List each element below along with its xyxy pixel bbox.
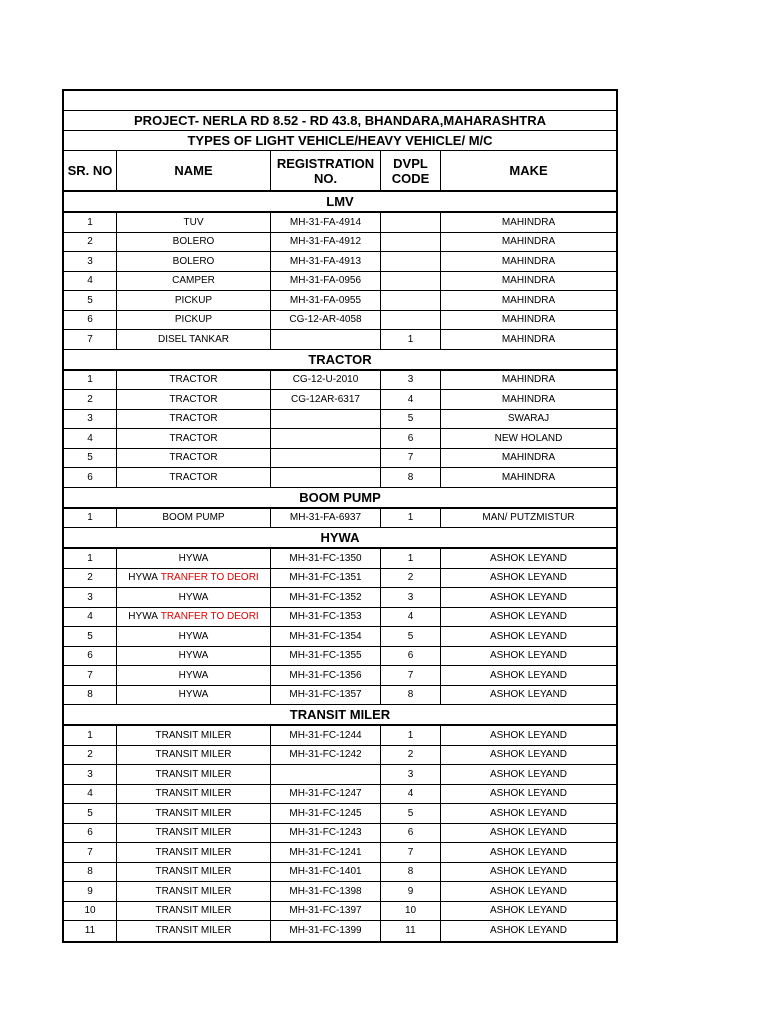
name-cell [117,785,271,804]
name-cell [117,921,271,941]
registration-cell: CG-12-AR-4058 [271,311,381,330]
table-row [64,921,616,941]
registration-cell [271,468,381,487]
header-name: NAME [117,151,271,190]
sr-no-cell: 4 [64,785,117,804]
registration-cell: CG-12-U-2010 [271,371,381,390]
table-row [64,666,616,686]
section-title: TRACTOR [308,351,372,367]
vehicle-name: TRACTOR [169,432,218,444]
dvpl-code-cell: 8 [381,686,441,705]
vehicle-name: DISEL TANKAR [158,333,229,345]
registration-cell: MH-31-FC-1401 [271,863,381,882]
vehicle-name: BOLERO [172,236,215,248]
sr-no-cell: 7 [64,843,117,862]
dvpl-code-cell: 8 [381,468,441,487]
name-cell [117,765,271,784]
make-cell: MAHINDRA [501,374,556,386]
transfer-note: TRANFER TO DEORI [160,611,259,623]
name-cell [117,746,271,765]
vehicle-name: HYWA [128,572,158,584]
vehicle-name: TRACTOR [169,374,218,386]
sr-no-cell: 4 [64,272,117,291]
vehicle-name: TRANSIT MILER [155,807,232,819]
table-row [64,291,616,311]
vehicle-name: TRANSIT MILER [155,729,232,741]
make-cell: ASHOK LEYAND [489,846,568,858]
table-row [64,569,616,589]
table-row [64,311,616,331]
name-cell [117,804,271,823]
make-cell: MAHINDRA [501,255,556,267]
make-cell: ASHOK LEYAND [489,768,568,780]
table-row [64,233,616,253]
section-title: HYWA [320,530,360,545]
make-cell: MAHINDRA [501,294,556,306]
table-row [64,272,616,292]
registration-cell: MH-31-FC-1354 [271,627,381,646]
make-cell: MAHINDRA [501,393,556,405]
dvpl-code-cell: 2 [381,746,441,765]
sr-no-cell: 4 [64,429,117,448]
section-header-row [64,528,616,549]
sr-no-cell: 5 [64,291,117,310]
sr-no-cell: 2 [64,390,117,409]
sr-no-cell: 4 [64,608,117,627]
dvpl-code-cell [381,311,441,330]
vehicle-name: PICKUP [174,314,213,326]
table-row [64,390,616,410]
registration-cell: MH-31-FC-1245 [271,804,381,823]
table-row [64,882,616,902]
section-header-row [64,705,616,726]
vehicle-name: HYWA [178,591,209,603]
make-cell: MAN/ PUTZMISTUR [482,512,575,524]
subtitle-row [64,131,616,151]
table-subtitle: TYPES OF LIGHT VEHICLE/HEAVY VEHICLE/ M/C [187,133,493,148]
make-cell: ASHOK LEYAND [489,630,568,642]
table-row [64,509,616,529]
sr-no-cell: 3 [64,410,117,429]
table-row [64,843,616,863]
dvpl-code-cell: 1 [381,549,441,568]
make-cell: MAHINDRA [501,236,556,248]
make-cell: ASHOK LEYAND [489,689,568,701]
table-row [64,252,616,272]
name-cell [117,686,271,705]
vehicle-name: TRANSIT MILER [155,866,232,878]
table-row [64,863,616,883]
sr-no-cell: 2 [64,746,117,765]
make-cell: ASHOK LEYAND [489,925,568,937]
table-row [64,549,616,569]
dvpl-code-cell: 7 [381,449,441,468]
registration-cell: MH-31-FC-1243 [271,824,381,843]
table-row [64,647,616,667]
name-cell [117,410,271,429]
name-cell [117,588,271,607]
dvpl-code-cell: 8 [381,863,441,882]
name-cell [117,549,271,568]
sr-no-cell: 2 [64,569,117,588]
sr-no-cell: 9 [64,882,117,901]
vehicle-name: HYWA [178,630,209,642]
vehicle-name: HYWA [178,689,209,701]
table-row [64,608,616,628]
dvpl-code-cell: 5 [381,410,441,429]
table-row [64,824,616,844]
dvpl-code-cell [381,233,441,252]
sr-no-cell: 3 [64,765,117,784]
table-row [64,410,616,430]
blank-cell [64,91,616,110]
title-row [64,111,616,131]
dvpl-code-cell: 9 [381,882,441,901]
dvpl-code-cell: 2 [381,569,441,588]
section-header-row [64,350,616,371]
name-cell [117,291,271,310]
make-cell: ASHOK LEYAND [489,591,568,603]
name-cell [117,863,271,882]
name-cell [117,647,271,666]
vehicle-name: HYWA [128,611,158,623]
make-cell: MAHINDRA [501,216,556,228]
table-row [64,765,616,785]
table-row [64,449,616,469]
make-cell: ASHOK LEYAND [489,572,568,584]
dvpl-code-cell: 6 [381,647,441,666]
name-cell [117,882,271,901]
dvpl-code-cell [381,252,441,271]
vehicle-name: HYWA [178,650,209,662]
make-cell: ASHOK LEYAND [489,827,568,839]
sr-no-cell: 1 [64,726,117,745]
make-cell: ASHOK LEYAND [489,749,568,761]
vehicle-name: TRANSIT MILER [155,768,232,780]
registration-cell [271,330,381,349]
registration-cell: MH-31-FA-4914 [271,213,381,232]
sr-no-cell: 5 [64,449,117,468]
registration-cell: MH-31-FA-4913 [271,252,381,271]
dvpl-code-cell: 4 [381,785,441,804]
sr-no-cell: 1 [64,549,117,568]
make-cell: ASHOK LEYAND [489,885,568,897]
vehicle-name: TUV [183,216,204,228]
make-cell: ASHOK LEYAND [489,650,568,662]
dvpl-code-cell: 1 [381,726,441,745]
make-cell: SWARAJ [507,413,550,425]
vehicle-name: TRANSIT MILER [155,925,232,937]
registration-cell: MH-31-FC-1241 [271,843,381,862]
vehicle-name: TRACTOR [169,452,218,464]
name-cell [117,233,271,252]
sr-no-cell: 11 [64,921,117,941]
section-title: BOOM PUMP [299,489,381,505]
vehicle-name: TRANSIT MILER [155,827,232,839]
section-title: LMV [326,194,354,209]
table-row [64,468,616,488]
registration-cell: MH-31-FC-1399 [271,921,381,941]
make-cell: ASHOK LEYAND [489,905,568,917]
vehicle-name: TRANSIT MILER [155,905,232,917]
name-cell [117,272,271,291]
registration-cell: MH-31-FC-1397 [271,902,381,921]
sr-no-cell: 1 [64,213,117,232]
make-cell: ASHOK LEYAND [489,611,568,623]
registration-cell [271,449,381,468]
sr-no-cell: 8 [64,863,117,882]
vehicle-name: HYWA [178,552,209,564]
dvpl-code-cell: 5 [381,804,441,823]
dvpl-code-cell: 6 [381,824,441,843]
registration-cell: MH-31-FC-1353 [271,608,381,627]
sr-no-cell: 6 [64,311,117,330]
section-header-row [64,192,616,213]
registration-cell: MH-31-FA-0956 [271,272,381,291]
dvpl-code-cell: 3 [381,588,441,607]
vehicle-name: BOOM PUMP [162,512,225,524]
vehicle-name: HYWA [178,669,209,681]
header-dvpl-code: DVPL CODE [381,151,441,190]
registration-cell: CG-12AR-6317 [271,390,381,409]
table-row [64,330,616,350]
sr-no-cell: 1 [64,509,117,528]
make-cell: ASHOK LEYAND [489,788,568,800]
make-cell: MAHINDRA [501,471,556,483]
sr-no-cell: 6 [64,647,117,666]
dvpl-code-cell: 11 [381,921,441,941]
name-cell [117,252,271,271]
header-make: MAKE [509,163,548,178]
name-cell [117,449,271,468]
table-row [64,588,616,608]
make-cell: ASHOK LEYAND [489,669,568,681]
sr-no-cell: 7 [64,330,117,349]
make-cell: MAHINDRA [501,333,556,345]
registration-cell: MH-31-FC-1350 [271,549,381,568]
name-cell [117,509,271,528]
name-cell [117,330,271,349]
table-row [64,429,616,449]
registration-cell: MH-31-FC-1244 [271,726,381,745]
name-cell [117,627,271,646]
section-header-row [64,488,616,509]
sr-no-cell: 1 [64,371,117,390]
registration-cell: MH-31-FC-1352 [271,588,381,607]
section-title: TRANSIT MILER [289,707,391,722]
vehicle-name: PICKUP [174,294,213,306]
make-cell: ASHOK LEYAND [489,552,568,564]
make-cell: ASHOK LEYAND [489,807,568,819]
registration-cell: MH-31-FC-1356 [271,666,381,685]
dvpl-code-cell [381,272,441,291]
registration-cell: MH-31-FC-1398 [271,882,381,901]
registration-cell [271,765,381,784]
registration-cell [271,410,381,429]
registration-cell [271,429,381,448]
dvpl-code-cell: 3 [381,765,441,784]
dvpl-code-cell: 3 [381,371,441,390]
vehicle-name: BOLERO [172,255,215,267]
sr-no-cell: 7 [64,666,117,685]
name-cell [117,902,271,921]
vehicle-name: TRACTOR [169,393,218,405]
registration-cell: MH-31-FC-1351 [271,569,381,588]
sr-no-cell: 8 [64,686,117,705]
table-row [64,627,616,647]
name-cell [117,429,271,448]
table-row [64,804,616,824]
name-cell [117,824,271,843]
dvpl-code-cell: 4 [381,608,441,627]
dvpl-code-cell: 7 [381,843,441,862]
name-cell [117,213,271,232]
make-cell: ASHOK LEYAND [489,729,568,741]
dvpl-code-cell: 1 [381,509,441,528]
vehicle-name: TRANSIT MILER [155,846,232,858]
name-cell [117,468,271,487]
vehicle-name: TRANSIT MILER [155,788,232,800]
registration-cell: MH-31-FA-6937 [271,509,381,528]
vehicle-name: TRANSIT MILER [155,885,232,897]
name-cell [117,608,271,627]
dvpl-code-cell: 7 [381,666,441,685]
sr-no-cell: 3 [64,588,117,607]
name-cell [117,569,271,588]
header-sr-no: SR. NO [64,151,117,190]
name-cell [117,726,271,745]
table-row [64,746,616,766]
sr-no-cell: 6 [64,824,117,843]
transfer-note: TRANFER TO DEORI [160,572,259,584]
blank-row [64,91,616,111]
dvpl-code-cell [381,291,441,310]
vehicle-name: CAMPER [172,275,215,287]
sr-no-cell: 3 [64,252,117,271]
name-cell [117,390,271,409]
table-row [64,213,616,233]
project-title: PROJECT- NERLA RD 8.52 - RD 43.8, BHANDARA,MAHARASHTRA [134,113,546,128]
dvpl-code-cell [381,213,441,232]
make-cell: MAHINDRA [501,452,556,464]
registration-cell: MH-31-FC-1242 [271,746,381,765]
registration-cell: MH-31-FC-1247 [271,785,381,804]
table-row [64,902,616,922]
table-row [64,371,616,391]
name-cell [117,843,271,862]
vehicle-name: TRACTOR [169,413,218,425]
registration-cell: MH-31-FA-0955 [271,291,381,310]
sr-no-cell: 5 [64,804,117,823]
vehicle-name: TRANSIT MILER [155,749,232,761]
make-cell: MAHINDRA [501,275,556,287]
make-cell: NEW HOLAND [494,432,563,444]
dvpl-code-cell: 4 [381,390,441,409]
name-cell [117,311,271,330]
make-cell: ASHOK LEYAND [489,866,568,878]
sr-no-cell: 10 [64,902,117,921]
table-row [64,785,616,805]
dvpl-code-cell: 5 [381,627,441,646]
registration-cell: MH-31-FA-4912 [271,233,381,252]
name-cell [117,666,271,685]
sr-no-cell: 5 [64,627,117,646]
dvpl-code-cell: 1 [381,330,441,349]
table-row [64,726,616,746]
registration-cell: MH-31-FC-1355 [271,647,381,666]
dvpl-code-cell: 10 [381,902,441,921]
registration-cell: MH-31-FC-1357 [271,686,381,705]
sr-no-cell: 2 [64,233,117,252]
header-registration-no: REGISTRATION NO. [271,151,381,190]
header-row [64,151,616,192]
sr-no-cell: 6 [64,468,117,487]
name-cell [117,371,271,390]
dvpl-code-cell: 6 [381,429,441,448]
vehicle-table [62,89,618,943]
table-row [64,686,616,706]
make-cell: MAHINDRA [501,314,556,326]
vehicle-name: TRACTOR [169,471,218,483]
